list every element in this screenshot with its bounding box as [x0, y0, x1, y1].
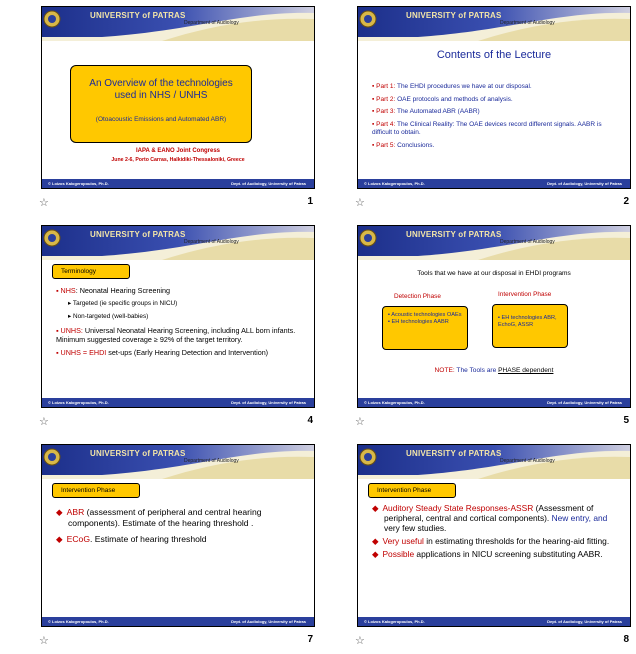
footer-author: © Loizos Kalogeropoulos, Ph.D.: [48, 181, 109, 186]
list-item: ▪ Acoustic technologies OAEs: [388, 312, 462, 318]
footer-affiliation: Dept. of Audiology, University of Patras: [547, 181, 622, 186]
slide-number: 5: [623, 415, 629, 426]
footer-author: © Loizos Kalogeropoulos, Ph.D.: [364, 181, 425, 186]
slide-8: [357, 444, 631, 627]
list-item: ▪ Part 1: The EHDI procedures we have at our disposal.: [372, 83, 532, 90]
slide-thumbnail-5[interactable]: [357, 225, 636, 435]
list-item: ▪ Part 2: OAE protocols and methods of analysis.: [372, 95, 513, 103]
department-name: Department of Audiology: [500, 20, 555, 26]
slide-number: 7: [307, 634, 313, 645]
footer-affiliation: Dept. of Audiology, University of Patras: [231, 181, 306, 186]
slide-header: [358, 226, 630, 260]
list-item: ▪ EH technologies AABR: [388, 319, 449, 325]
slide-footer: [42, 617, 314, 626]
slide-header: [358, 7, 630, 41]
list-item: ▪ UNHS = EHDI set-ups (Early Hearing Detection and Intervention): [56, 348, 269, 357]
department-name: Department of Audiology: [500, 239, 555, 245]
university-name: UNIVERSITY of PATRAS: [406, 449, 502, 458]
slide-body: [56, 507, 304, 545]
slide-footer: [358, 179, 630, 188]
contents-list: [372, 83, 622, 150]
university-name: UNIVERSITY of PATRAS: [90, 449, 186, 458]
department-name: Department of Audiology: [184, 239, 239, 245]
slide-transition-icon[interactable]: ☆: [355, 197, 365, 209]
list-item: ▪ Part 5: Conclusions.: [372, 141, 435, 149]
lecture-title: An Overview of the technologies used in NHS / UNHS: [89, 78, 233, 101]
slide-thumbnail-4[interactable]: [41, 225, 321, 435]
slide-thumbnail-8[interactable]: [357, 444, 636, 654]
footer-author: © Loizos Kalogeropoulos, Ph.D.: [48, 619, 109, 624]
slide-body: [372, 503, 622, 559]
list-item: ▪ NHS: Neonatal Hearing Screening: [56, 286, 171, 295]
slide-4: [41, 225, 315, 408]
slide-2: [357, 6, 631, 189]
slide-footer: [358, 398, 630, 407]
footer-affiliation: Dept. of Audiology, University of Patras: [547, 400, 622, 405]
slide-title: Contents of the Lecture: [436, 49, 552, 61]
slide-header: [42, 445, 314, 479]
slide-body: [56, 286, 306, 357]
list-item: ▪ Part 4: The Clinical Reality: The OAE devices record different signals. AABR is difficult to obtain.: [372, 120, 602, 136]
slide-1: [41, 6, 315, 189]
congress-details: June 2-6, Porto Carras, Halkidiki-Thessaloniki, Greece: [111, 157, 245, 163]
list-item: ◆ Possible applications in NICU screening substituting AABR.: [372, 549, 603, 559]
slide-transition-icon[interactable]: ☆: [355, 416, 365, 428]
slide-7: [41, 444, 315, 627]
footer-author: © Loizos Kalogeropoulos, Ph.D.: [48, 400, 109, 405]
slide-footer: [42, 179, 314, 188]
list-item: ◆ Auditory Steady State Responses-ASSR (Assessment of peripheral, central and cortical components). New entry, and very few studies.: [372, 503, 608, 533]
title-box: [70, 65, 252, 143]
slide-thumbnail-1[interactable]: [41, 6, 321, 216]
slide-footer: [42, 398, 314, 407]
list-item: ▸ Targeted (ie specific groups in NICU): [68, 300, 178, 307]
section-tag: Intervention Phase: [368, 483, 456, 498]
list-item: ▪ EH technologies ABR, EchoG, ASSR: [498, 315, 557, 328]
lecture-subtitle: (Otoacoustic Emissions and Automated ABR): [95, 116, 227, 123]
phase-note: NOTE: The Tools are PHASE dependent: [434, 367, 554, 374]
department-name: Department of Audiology: [500, 458, 555, 464]
section-tag: Intervention Phase: [52, 483, 140, 498]
slide-header: [42, 226, 314, 260]
footer-affiliation: Dept. of Audiology, University of Patras: [231, 400, 306, 405]
intervention-phase-title: Intervention Phase: [498, 291, 552, 298]
slide-transition-icon[interactable]: ☆: [39, 635, 49, 647]
slide-number: 4: [307, 415, 313, 426]
congress-name: IAPA & EANO Joint Congress: [135, 148, 220, 154]
footer-author: © Loizos Kalogeropoulos, Ph.D.: [364, 400, 425, 405]
university-name: UNIVERSITY of PATRAS: [406, 230, 502, 239]
university-name: UNIVERSITY of PATRAS: [406, 11, 502, 20]
slide-footer: [358, 617, 630, 626]
footer-affiliation: Dept. of Audiology, University of Patras: [547, 619, 622, 624]
slide-header: [42, 7, 314, 41]
slide-transition-icon[interactable]: ☆: [39, 197, 49, 209]
slide-thumbnail-7[interactable]: [41, 444, 321, 654]
section-tag: Terminology: [52, 264, 130, 279]
slide-header: [358, 445, 630, 479]
university-name: UNIVERSITY of PATRAS: [90, 11, 186, 20]
detection-phase-title: Detection Phase: [394, 293, 441, 300]
slide-5: [357, 225, 631, 408]
list-item: ◆ ABR (assessment of peripheral and central hearing components). Estimate of the hearing threshold .: [56, 507, 262, 528]
department-name: Department of Audiology: [184, 458, 239, 464]
slide-thumbnail-2[interactable]: [357, 6, 636, 216]
department-name: Department of Audiology: [184, 20, 239, 26]
slide-transition-icon[interactable]: ☆: [355, 635, 365, 647]
slide-number: 1: [307, 196, 313, 207]
slide-transition-icon[interactable]: ☆: [39, 416, 49, 428]
footer-author: © Loizos Kalogeropoulos, Ph.D.: [364, 619, 425, 624]
university-name: UNIVERSITY of PATRAS: [90, 230, 186, 239]
list-item: ▪ UNHS: Universal Neonatal Hearing Screening, including ALL born infants. Minimum suggested coverage ≥ 92% of the target territory.: [56, 326, 296, 344]
slide-number: 8: [623, 634, 629, 645]
list-item: ◆ ECoG. Estimate of hearing threshold: [56, 534, 207, 544]
list-item: ▪ Part 3: The Automated ABR (AABR): [372, 108, 480, 115]
tools-intro: Tools that we have at our disposal in EHDI programs: [417, 270, 571, 277]
list-item: ▸ Non-targeted (well-babies): [68, 313, 149, 320]
footer-affiliation: Dept. of Audiology, University of Patras: [231, 619, 306, 624]
slide-number: 2: [623, 196, 629, 207]
detection-tools-box: [382, 306, 468, 350]
intervention-tools-box: [492, 304, 568, 348]
list-item: ◆ Very useful in estimating thresholds for the hearing-aid fitting.: [372, 536, 610, 546]
